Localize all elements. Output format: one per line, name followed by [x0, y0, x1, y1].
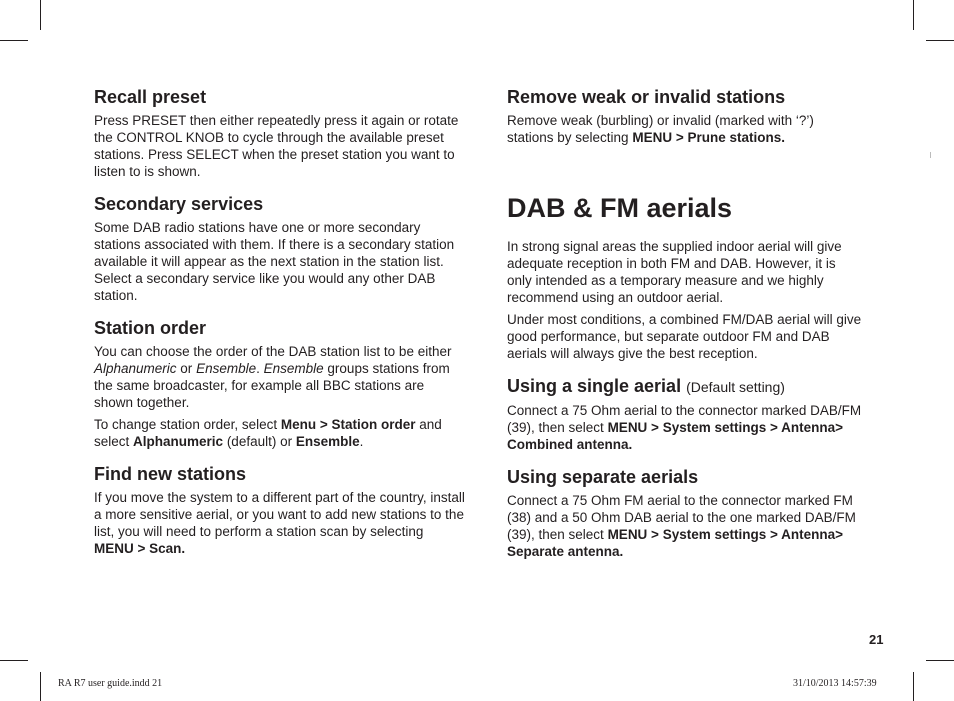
- crop-mark: [913, 0, 914, 30]
- heading-single-aerial: Using a single aerial (Default setting): [507, 376, 785, 396]
- single-aerial-text: Connect a 75 Ohm aerial to the connector marked DAB/FM (39), then select MENU > System settings > Antenna> Combined antenna.: [507, 403, 862, 452]
- left-column: [94, 86, 466, 570]
- right-column: [507, 86, 863, 573]
- station-order-instruction: To change station order, select Menu > Station order and select Alphanumeric (default) or Ensemble.: [94, 417, 442, 449]
- heading-separate-aerials: Using separate aerials: [507, 467, 699, 487]
- page-title: DAB & FM aerials: [507, 193, 733, 223]
- heading-remove-weak: Remove weak or invalid stations: [507, 87, 786, 107]
- section-recall-preset: [94, 86, 466, 180]
- crop-mark: [926, 660, 954, 661]
- crop-mark: [926, 40, 954, 41]
- aerials-conditions-text: Under most conditions, a combined FM/DAB aerial will give good performance, but separate outdoor FM and DAB aerials will always give the best reception.: [507, 312, 862, 361]
- heading-recall-preset: Recall preset: [94, 87, 207, 107]
- crop-mark: [913, 672, 914, 701]
- section-single-aerial: [507, 375, 863, 453]
- crop-mark: [0, 660, 28, 661]
- secondary-services-text: Some DAB radio stations have one or more secondary stations associated with them. If there is a secondary station available it will appear as the next station in the station list. Select a secondary service like you would any other DAB station.: [94, 220, 455, 303]
- recall-preset-text: Press PRESET then either repeatedly press it again or rotate the CONTROL KNOB to cycle through the available preset stations. Press SELECT when the preset station you want to listen to is shown.: [94, 113, 459, 179]
- crop-mark: [40, 672, 41, 701]
- aerials-intro-text: In strong signal areas the supplied indoor aerial will give adequate reception in both FM and DAB. However, it is only intended as a temporary measure and we highly recommend using an outdoor aerial.: [507, 239, 842, 305]
- crop-mark: [930, 152, 931, 158]
- section-station-order: [94, 317, 466, 450]
- page-number: 21: [869, 632, 884, 647]
- section-secondary-services: [94, 193, 466, 304]
- remove-weak-text: Remove weak (burbling) or invalid (marked with ‘?’) stations by selecting MENU > Prune stations.: [507, 113, 814, 145]
- section-separate-aerials: [507, 466, 863, 560]
- separate-aerials-text: Connect a 75 Ohm FM aerial to the connector marked FM (38) and a 50 Ohm DAB aerial to the one marked DAB/FM (39), then select MENU > System settings > Antenna> Separate antenna.: [507, 493, 856, 559]
- slug-timestamp: 31/10/2013 14:57:39: [793, 678, 877, 689]
- crop-mark: [0, 40, 28, 41]
- find-new-stations-text: If you move the system to a different part of the country, install a more sensitive aerial, or you want to add new stations to the list, you will need to perform a station scan by selecting MENU > Scan.: [94, 490, 465, 556]
- section-remove-weak: [507, 86, 863, 146]
- section-aerials: [507, 192, 863, 362]
- station-order-text: You can choose the order of the DAB station list to be either Alphanumeric or Ensemble. Ensemble groups stations from the same broadcaster, for example all BBC stations are shown together.: [94, 344, 452, 410]
- heading-station-order: Station order: [94, 318, 207, 338]
- slug-filename: RA R7 user guide.indd 21: [58, 678, 163, 689]
- default-setting-note: (Default setting): [686, 379, 785, 395]
- section-find-new-stations: [94, 463, 466, 557]
- crop-mark: [40, 0, 41, 30]
- heading-secondary-services: Secondary services: [94, 194, 264, 214]
- heading-find-new-stations: Find new stations: [94, 464, 247, 484]
